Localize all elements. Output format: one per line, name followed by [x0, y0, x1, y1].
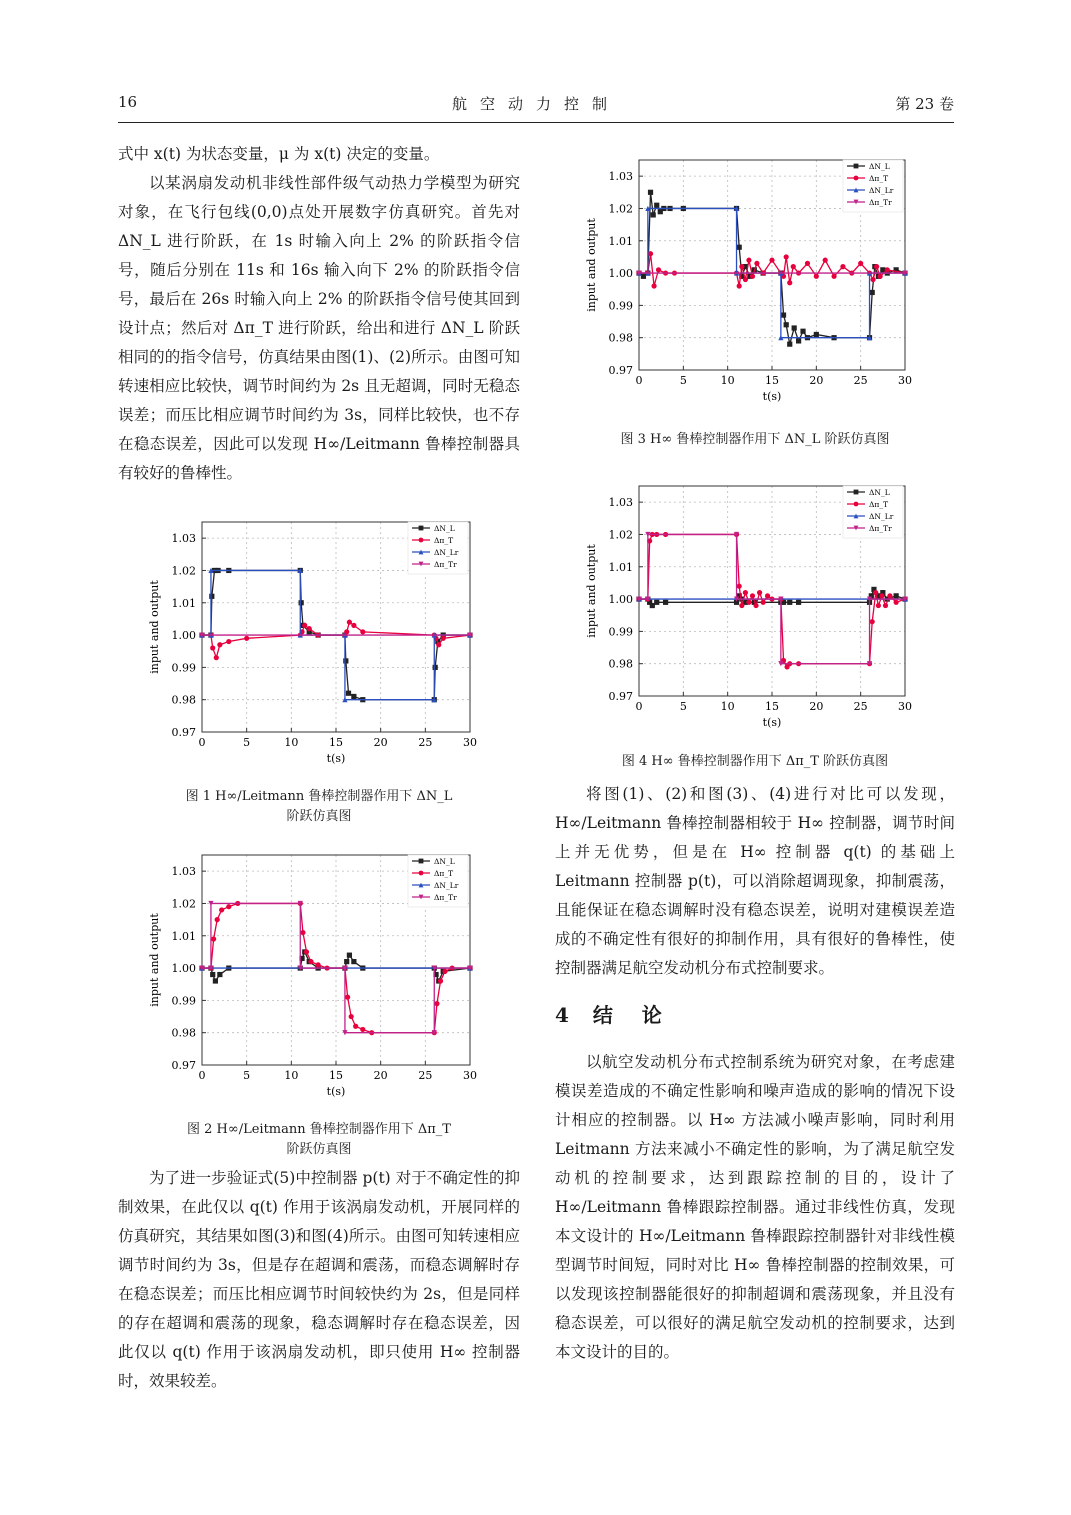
data-point [800, 329, 805, 334]
legend-label: Δπ_Tr [434, 560, 457, 569]
data-point [796, 338, 801, 343]
data-point [210, 645, 215, 650]
data-point [739, 264, 744, 269]
y-tick-label: 0.97 [171, 726, 196, 739]
data-point [648, 251, 653, 256]
x-tick-label: 15 [329, 736, 343, 749]
data-point [765, 593, 770, 598]
left-column [118, 140, 520, 1396]
data-point [757, 590, 762, 595]
legend-label: Δπ_T [434, 869, 454, 878]
data-point [302, 623, 307, 628]
data-point [419, 871, 424, 876]
x-tick-label: 15 [765, 374, 779, 387]
y-tick-label: 1.03 [608, 170, 633, 184]
data-point [226, 639, 231, 644]
legend-label: Δπ_Tr [434, 893, 457, 902]
data-point [870, 277, 875, 282]
data-point [750, 274, 755, 279]
data-point [304, 949, 309, 954]
figure-4-caption: 图 4 H∞ 鲁棒控制器作用下 Δπ_T 阶跃仿真图 [621, 754, 889, 769]
y-tick-label: 0.97 [608, 364, 633, 377]
x-tick-label: 5 [243, 736, 251, 749]
x-axis-label: t(s) [326, 752, 346, 765]
data-point [663, 600, 668, 605]
data-point [739, 603, 744, 608]
y-tick-label: 1.00 [171, 962, 196, 976]
data-point [894, 600, 899, 605]
x-tick-label: 10 [284, 736, 299, 749]
legend-label: ΔN_Lr [869, 186, 894, 195]
figure-2-caption: 图 2 H∞/Leitmann 鲁棒控制器作用下 Δπ_T [187, 1122, 451, 1137]
data-point [244, 636, 249, 641]
y-tick-label: 1.01 [608, 560, 633, 574]
data-point [650, 603, 655, 608]
figure-2-caption-line2: 阶跃仿真图 [286, 1142, 352, 1157]
page-header [118, 93, 954, 119]
figure-2-chart [118, 835, 520, 1110]
data-point [211, 936, 216, 941]
paragraph: 以航空发动机分布式控制系统为研究对象，在考虑建模误差造成的不确定性影响和噪声造成的影响的情况下设计相应的控制器。以 H∞ 方法减小噪声影响，同时利用 Leitmann 方法来减小不确定性的影响，为了满足航空发动机的控制要求，达到跟踪控制的目的，设计了 H∞/Leitmann 鲁棒跟踪控制器。通过非线性仿真，发现本文设计的 H∞/Leitmann 鲁棒跟踪控制器针对非线性模型调节时间短，同时对比 H∞ 鲁棒控制器的控制效果，可以发现该控制器能很好的抑制超调和震荡现象，并且没有稳态误差，可以很好的满足航空发动机的控制要求，达到本文设计的目的。 [555, 1053, 955, 1361]
paragraph: 为了进一步验证式(5)中控制器 p(t) 对于不确定性的抑制效果，在此仅以 q(t) 作用于该涡扇发动机，开展同样的仿真研究，其结果如图(3)和图(4)所示。由图可知转速相应调节时间约为 3s，但是存在超调和震荡，而稳态调解时存在稳态误差；而压比相应调节时间较快约为 2s，但是同样的存在超调和震荡的现象，稳态调解时存在稳态误差，因此仅以 q(t) 作用于该涡扇发动机，即只使用 H∞ 控制器时，效果较差。 [118, 1169, 520, 1390]
section-heading [555, 999, 955, 1028]
data-point [651, 212, 656, 217]
section-title: 结 论 [592, 1003, 664, 1027]
data-point [346, 691, 351, 696]
data-point [360, 1027, 365, 1032]
data-point [656, 267, 661, 272]
data-point [648, 190, 653, 195]
y-tick-label: 0.98 [608, 331, 633, 345]
data-point [743, 277, 748, 282]
data-point [791, 264, 796, 269]
data-point [769, 258, 774, 263]
data-point [300, 930, 305, 935]
x-tick-label: 0 [635, 700, 643, 713]
y-tick-label: 1.01 [171, 596, 196, 610]
data-point [876, 603, 881, 608]
y-tick-label: 1.02 [171, 897, 196, 911]
data-point [442, 969, 447, 974]
y-tick-label: 0.99 [608, 625, 633, 639]
y-tick-label: 0.98 [608, 657, 633, 671]
paragraph: 式中 x(t) 为状态变量，μ 为 x(t) 决定的变量。 [118, 145, 440, 163]
data-point [351, 623, 356, 628]
figure-3-chart [555, 140, 955, 420]
legend-label: ΔN_L [434, 524, 455, 533]
data-point [441, 636, 446, 641]
data-point [885, 267, 890, 272]
data-point [419, 538, 424, 543]
data-point [419, 859, 424, 864]
x-axis-label: t(s) [326, 1085, 346, 1098]
data-point [307, 626, 312, 631]
data-point [360, 629, 365, 634]
data-point [433, 665, 438, 670]
x-tick-label: 20 [809, 700, 824, 713]
data-point [854, 164, 859, 169]
right-column [555, 140, 955, 1367]
section-number: 4 [555, 1003, 571, 1027]
volume-label: 第 23 卷 [895, 95, 954, 113]
x-tick-label: 0 [198, 1069, 206, 1082]
x-tick-label: 25 [853, 700, 868, 713]
data-point [214, 655, 219, 660]
y-axis-label: input and output [585, 218, 598, 312]
data-point [787, 280, 792, 285]
y-tick-label: 1.03 [608, 496, 633, 510]
figure-3-caption: 图 3 H∞ 鲁棒控制器作用下 ΔN_L 阶跃仿真图 [620, 432, 890, 447]
data-point [784, 322, 789, 327]
x-tick-label: 15 [765, 700, 779, 713]
data-point [737, 584, 742, 589]
data-point [343, 658, 348, 663]
y-tick-label: 0.99 [171, 661, 196, 675]
x-tick-label: 0 [635, 374, 643, 387]
journal-title: 航空动力控制 [451, 95, 620, 113]
data-point [299, 600, 304, 605]
data-point [349, 1014, 354, 1019]
data-point [754, 261, 759, 266]
header-rule [118, 122, 954, 123]
data-point [353, 1024, 358, 1029]
x-tick-label: 20 [373, 736, 388, 749]
y-tick-label: 1.02 [171, 564, 196, 578]
x-tick-label: 10 [720, 700, 735, 713]
x-tick-label: 20 [809, 374, 824, 387]
y-tick-label: 0.99 [171, 994, 196, 1008]
x-tick-label: 30 [898, 700, 912, 713]
x-tick-label: 0 [198, 736, 206, 749]
legend-label: Δπ_T [434, 536, 454, 545]
y-axis-label: input and output [148, 580, 161, 674]
y-tick-label: 1.00 [608, 593, 633, 607]
data-point [213, 978, 218, 983]
data-point [746, 600, 751, 605]
x-axis-label: t(s) [762, 390, 782, 403]
y-tick-label: 0.97 [171, 1059, 196, 1072]
legend-label: Δπ_Tr [869, 524, 892, 533]
data-point [787, 342, 792, 347]
data-point [831, 274, 836, 279]
data-point [743, 590, 748, 595]
y-axis-label: input and output [148, 913, 161, 1007]
data-point [746, 258, 751, 263]
data-point [879, 593, 884, 598]
paragraph: 以某涡扇发动机非线性部件级气动热力学模型为研究对象，在飞行包线(0,0)点处开展数字仿真研究。首先对 ΔN_L 进行阶跃，在 1s 时输入向上 2% 的阶跃指令信号，随后分别在 11s 和 16s 输入向下 2% 的阶跃指令信号，最后在 26s 时输入向上 2% 的阶跃指令信号使其回到设计点；然后对 Δπ_T 进行阶跃，给出和进行 ΔN_L 阶跃相同的的指令信号，仿真结果由图(1)、(2)所示。由图可知转速相应比较快，调节时间约为 2s 且无超调，同时无稳态误差；而压比相应调节时间约为 3s，同样比较快，也不存在稳态误差，因此可以发现 H∞/Leitmann 鲁棒控制器具有较好的鲁棒性。 [118, 174, 520, 482]
x-tick-label: 5 [679, 374, 687, 387]
data-point [351, 959, 356, 964]
page-number: 16 [118, 93, 138, 111]
x-tick-label: 5 [679, 700, 687, 713]
data-point [654, 203, 659, 208]
x-tick-label: 25 [418, 1069, 433, 1082]
legend-label: ΔN_Lr [869, 512, 894, 521]
data-point [210, 972, 215, 977]
data-point [347, 953, 352, 958]
x-tick-label: 30 [463, 1069, 477, 1082]
legend-label: ΔN_L [434, 857, 455, 866]
data-point [753, 603, 758, 608]
legend-label: ΔN_Lr [434, 881, 459, 890]
data-point [784, 254, 789, 259]
x-tick-label: 5 [243, 1069, 251, 1082]
data-point [894, 593, 899, 598]
data-point [209, 594, 214, 599]
data-point [858, 261, 863, 266]
y-axis-label: input and output [585, 544, 598, 638]
figure-1-chart [118, 502, 520, 777]
legend-label: ΔN_L [869, 488, 890, 497]
y-tick-label: 1.02 [608, 528, 633, 542]
data-point [814, 274, 819, 279]
data-point [351, 694, 356, 699]
legend-label: Δπ_T [869, 174, 889, 183]
data-point [344, 959, 349, 964]
data-point [217, 642, 222, 647]
y-tick-label: 1.00 [171, 629, 196, 643]
x-tick-label: 30 [463, 736, 477, 749]
y-tick-label: 0.97 [608, 690, 633, 703]
data-point [438, 978, 443, 983]
data-point [870, 290, 875, 295]
legend-label: ΔN_L [869, 162, 890, 171]
data-point [737, 283, 742, 288]
x-axis-label: t(s) [762, 716, 782, 729]
y-tick-label: 1.00 [608, 267, 633, 281]
data-point [215, 917, 220, 922]
x-tick-label: 10 [720, 374, 735, 387]
y-tick-label: 0.98 [171, 1026, 196, 1040]
data-point [419, 526, 424, 531]
y-tick-label: 1.03 [171, 865, 196, 879]
data-point [823, 258, 828, 263]
data-point [436, 642, 441, 647]
data-point [814, 332, 819, 337]
data-point [654, 600, 659, 605]
data-point [750, 593, 755, 598]
data-point [347, 620, 352, 625]
data-point [219, 907, 224, 912]
data-point [870, 619, 875, 624]
data-point [226, 904, 231, 909]
data-point [874, 264, 879, 269]
data-point [737, 245, 742, 250]
data-point [805, 261, 810, 266]
paragraph: 将图(1)、(2)和图(3)、(4)进行对比可以发现，H∞/Leitmann 鲁棒控制器相较于 H∞ 控制器，调节时间上并无优势，但是在 H∞ 控制器 q(t) 的基础上 Leitmann 控制器 p(t)，可以消除超调现象，抑制震荡，且能保证在稳态调解时没有稳态误差，说明对建模误差造成的不确定性有很好的抑制作用，具有很好的鲁棒性，使控制器满足航空发动机分布式控制要求。 [555, 785, 955, 977]
data-point [651, 283, 656, 288]
figure-4-chart [555, 466, 955, 746]
x-tick-label: 30 [898, 374, 912, 387]
data-point [873, 590, 878, 595]
data-point [217, 972, 222, 977]
x-tick-label: 10 [284, 1069, 299, 1082]
data-point [878, 274, 883, 279]
x-tick-label: 20 [373, 1069, 388, 1082]
data-point [781, 312, 786, 317]
data-point [840, 264, 845, 269]
data-point [854, 490, 859, 495]
data-point [434, 1001, 439, 1006]
y-tick-label: 1.01 [171, 929, 196, 943]
legend-label: ΔN_Lr [434, 548, 459, 557]
data-point [854, 502, 859, 507]
y-tick-label: 1.02 [608, 202, 633, 216]
y-tick-label: 1.03 [171, 532, 196, 546]
data-point [308, 959, 313, 964]
x-tick-label: 25 [853, 374, 868, 387]
data-point [345, 995, 350, 1000]
y-tick-label: 0.99 [608, 299, 633, 313]
y-tick-label: 0.98 [171, 693, 196, 707]
data-point [887, 593, 892, 598]
data-point [854, 176, 859, 181]
figure-1-caption: 图 1 H∞/Leitmann 鲁棒控制器作用下 ΔN_L [185, 789, 453, 804]
data-point [792, 325, 797, 330]
data-point [796, 600, 801, 605]
figure-1-caption-line2: 阶跃仿真图 [286, 809, 352, 824]
x-tick-label: 25 [418, 736, 433, 749]
y-tick-label: 1.01 [608, 234, 633, 248]
data-point [787, 600, 792, 605]
data-point [641, 274, 646, 279]
legend-label: Δπ_Tr [869, 198, 892, 207]
x-tick-label: 15 [329, 1069, 343, 1082]
data-point [883, 603, 888, 608]
data-point [316, 962, 321, 967]
data-point [761, 600, 766, 605]
legend-label: Δπ_T [869, 500, 889, 509]
